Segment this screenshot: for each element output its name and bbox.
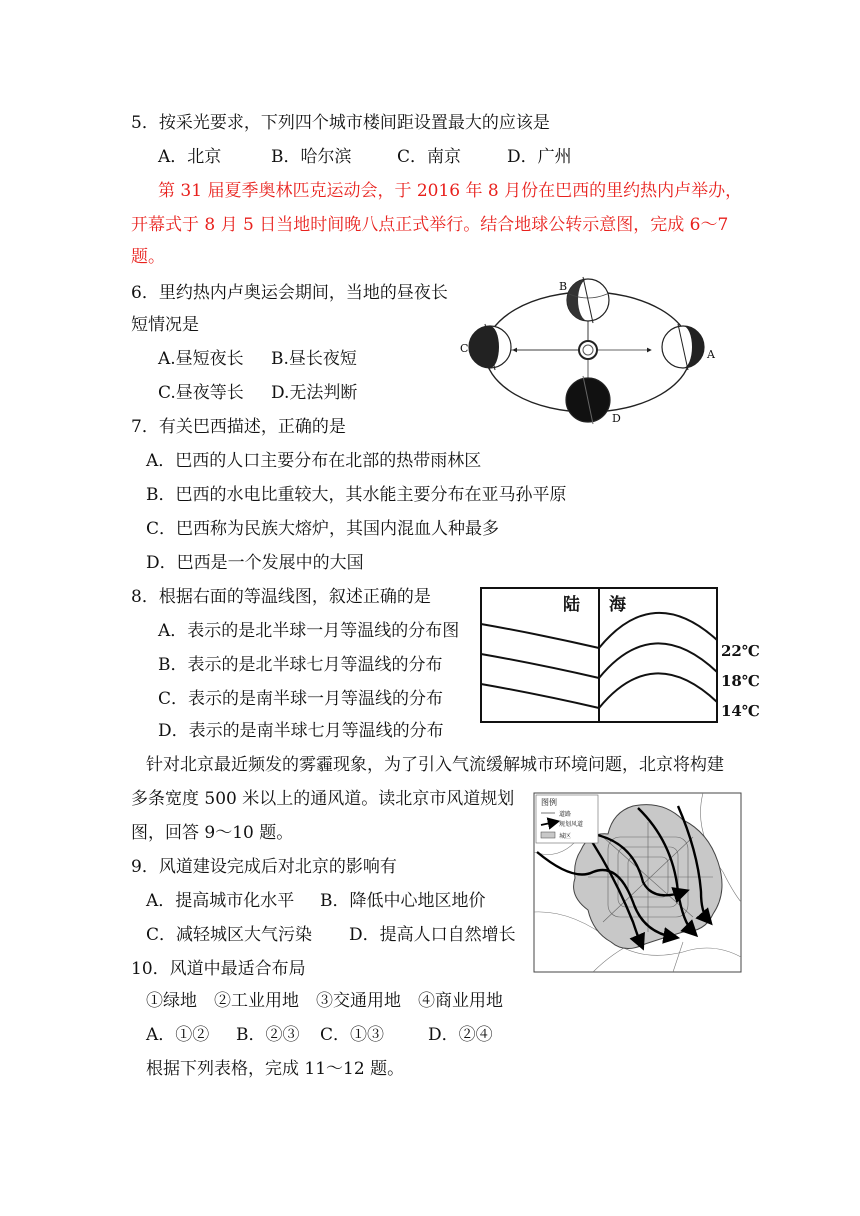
legend-urban: 城区 [559, 833, 572, 840]
intro-67-line1: 第 31 届夏季奥林匹克运动会，于 2016 年 8 月份在巴西的里约热内卢举办， [158, 181, 743, 201]
isotherm-label-18: 18℃ [721, 672, 760, 690]
intro-67-line3: 题。 [131, 247, 165, 267]
q8-option-c: C．表示的是南半球一月等温线的分布 [158, 689, 444, 709]
q10-items: ①绿地 ②工业用地 ③交通用地 ④商业用地 [146, 991, 503, 1011]
legend-title: 图例 [541, 798, 557, 807]
intro-1112-line1: 根据下列表格，完成 11～12 题。 [146, 1059, 405, 1079]
orbit-label-c: C [460, 342, 469, 355]
q10-option-a: A．①② [146, 1025, 210, 1045]
q9-options-row1 [146, 890, 486, 912]
legend-corridor: 规划风道 [559, 821, 584, 828]
q9-option-a: A．提高城市化水平 [146, 891, 295, 911]
q5-option-a: A．北京 [158, 147, 222, 167]
q5-option-b: B．哈尔滨 [271, 147, 352, 167]
intro-910-line3: 图，回答 9～10 题。 [131, 823, 294, 843]
q10-option-d: D．②④ [428, 1025, 493, 1045]
intro-67-line2: 开幕式于 8 月 5 日当地时间晚八点正式举行。结合地球公转示意图，完成 6～7 [131, 215, 729, 235]
q9-stem: 9．风道建设完成后对北京的影响有 [131, 857, 397, 877]
q7-option-b: B．巴西的水电比重较大，其水能主要分布在亚马孙平原 [146, 485, 567, 505]
orbit-label-d: D [612, 412, 621, 425]
orbit-label-b: B [559, 280, 568, 293]
q5-option-d: D．广州 [507, 147, 572, 167]
earth-position-c [469, 324, 511, 370]
q5-option-c: C．南京 [397, 147, 462, 167]
q7-option-c: C．巴西称为民族大熔炉，其国内混血人种最多 [146, 519, 500, 539]
q10-stem: 10．风道中最适合布局 [131, 959, 306, 979]
q6-option-c: C.昼夜等长 [158, 383, 244, 403]
q8-option-b: B．表示的是北半球七月等温线的分布 [158, 655, 443, 675]
orbit-figure [455, 272, 730, 432]
q6-option-a: A.昼短夜长 [158, 349, 244, 369]
q8-option-d: D．表示的是南半球七月等温线的分布 [158, 721, 444, 741]
q9-options-row2 [146, 924, 516, 946]
q9-option-d: D．提高人口自然增长 [349, 925, 516, 945]
q7-option-d: D．巴西是一个发展中的大国 [146, 553, 364, 573]
isotherm-figure [478, 586, 774, 726]
legend-road: 道路 [559, 811, 572, 818]
q9-option-c: C．减轻城区大气污染 [146, 925, 313, 945]
q10-options [146, 1024, 493, 1046]
q6-stem-line1: 6．里约热内卢奥运会期间，当地的昼夜长 [131, 283, 448, 303]
q5-stem: 5．按采光要求，下列四个城市楼间距设置最大的应该是 [131, 113, 550, 133]
q6-option-d: D.无法判断 [271, 383, 358, 403]
orbit-label-a: A [707, 348, 715, 361]
q6-options-row2 [158, 382, 357, 404]
earth-position-a [662, 324, 704, 370]
q5-options [158, 146, 572, 168]
q6-options-row1 [158, 348, 357, 370]
earth-position-d [566, 376, 610, 424]
sea-label: 海 [609, 595, 626, 615]
q6-stem-line2: 短情况是 [131, 315, 199, 335]
q8-option-a: A．表示的是北半球一月等温线的分布图 [158, 621, 460, 641]
isotherm-label-14: 14℃ [721, 702, 760, 720]
q10-option-c: C．①③ [320, 1025, 385, 1045]
wind-corridor-map [533, 792, 743, 974]
wind-map-legend [536, 795, 598, 843]
q7-stem: 7．有关巴西描述，正确的是 [131, 417, 346, 437]
q10-option-b: B．②③ [236, 1025, 300, 1045]
q6-option-b: B.昼长夜短 [271, 349, 357, 369]
intro-910-line2: 多条宽度 500 米以上的通风道。读北京市风道规划 [131, 789, 515, 809]
earth-position-b [567, 277, 609, 323]
land-label: 陆 [563, 595, 580, 615]
q8-stem: 8．根据右面的等温线图，叙述正确的是 [131, 587, 431, 607]
intro-910-line1: 针对北京最近频发的雾霾现象，为了引入气流缓解城市环境问题，北京将构建 [146, 755, 724, 775]
q9-option-b: B．降低中心地区地价 [320, 891, 486, 911]
q7-option-a: A．巴西的人口主要分布在北部的热带雨林区 [146, 451, 482, 471]
isotherm-label-22: 22℃ [721, 642, 760, 660]
